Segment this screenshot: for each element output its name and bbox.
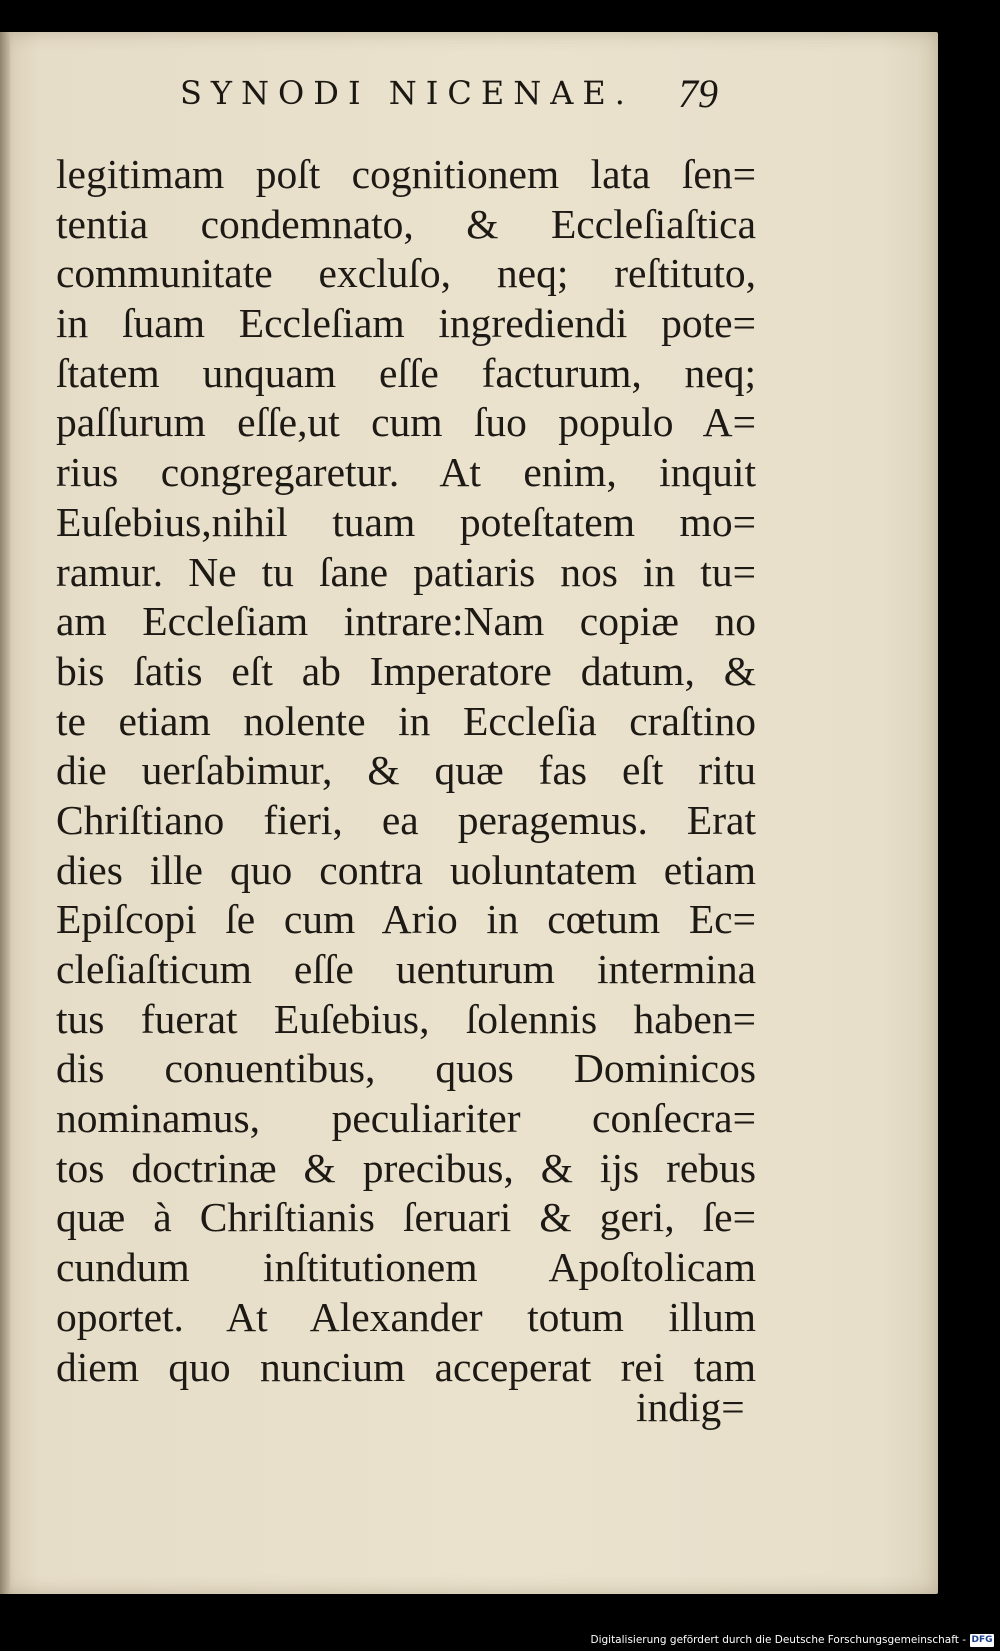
text-line: quæ à Chriſtianis ſeruari & geri, ſe= — [56, 1194, 756, 1241]
text-line: die uerſabimur, & quæ fas eſt ritu — [56, 747, 756, 794]
text-line: bis ſatis eſt ab Imperatore datum, & — [56, 647, 756, 694]
digitization-credit: Digitalisierung gefördert durch die Deutsche Forschungsgemeinschaft - — [590, 1634, 966, 1646]
text-line: tentia condemnato, & Eccleſiaſtica — [56, 200, 756, 247]
text-line: Chriſtiano fieri, ea peragemus. Erat — [56, 796, 756, 843]
page-number: 79 — [678, 71, 718, 116]
text-line: legitimam poſt cognitionem lata ſen= — [56, 151, 756, 197]
text-line: paſſurum eſſe,ut cum ſuo populo A= — [56, 399, 756, 446]
text-line: dies ille quo contra uoluntatem etiam — [56, 846, 756, 893]
text-line: in ſuam Eccleſiam ingrediendi pote= — [56, 300, 756, 347]
dfg-logo-icon: DFG — [971, 1635, 993, 1645]
running-head: SYNODI NICENAE. — [180, 74, 634, 112]
text-line: ramur. Ne tu ſane patiaris nos in tu= — [56, 548, 756, 595]
text-line: nominamus, peculiariter conſecra= — [56, 1095, 756, 1142]
catchword: indig= — [636, 1384, 745, 1430]
text-line: rius congregaretur. At enim, inquit — [56, 449, 756, 496]
text-line: te etiam nolente in Eccleſia craſtino — [56, 697, 756, 744]
text-line: Epiſcopi ſe cum Ario in cœtum Ec= — [56, 896, 756, 943]
text-line: dis conuentibus, quos Dominicos — [56, 1045, 756, 1092]
text-line: am Eccleſiam intrare:Nam copiæ no — [56, 598, 756, 645]
body-text — [56, 150, 756, 1392]
page-edge — [0, 32, 10, 1594]
text-line: cundum inſtitutionem Apoſtolicam — [56, 1244, 756, 1291]
text-line: ſtatem unquam eſſe facturum, neq; — [56, 349, 756, 396]
text-line: cleſiaſticum eſſe uenturum intermina — [56, 946, 756, 992]
text-line: tus fuerat Euſebius, ſolennis haben= — [56, 995, 756, 1042]
text-line: Euſebius,nihil tuam poteſtatem mo= — [56, 498, 756, 545]
text-line: communitate excluſo, neq; reſtituto, — [56, 250, 756, 297]
text-line: diem quo nuncium acceperat rei tam — [56, 1343, 756, 1390]
text-line: tos doctrinæ & precibus, & ijs rebus — [56, 1144, 756, 1191]
text-line: oportet. At Alexander totum illum — [56, 1293, 756, 1340]
